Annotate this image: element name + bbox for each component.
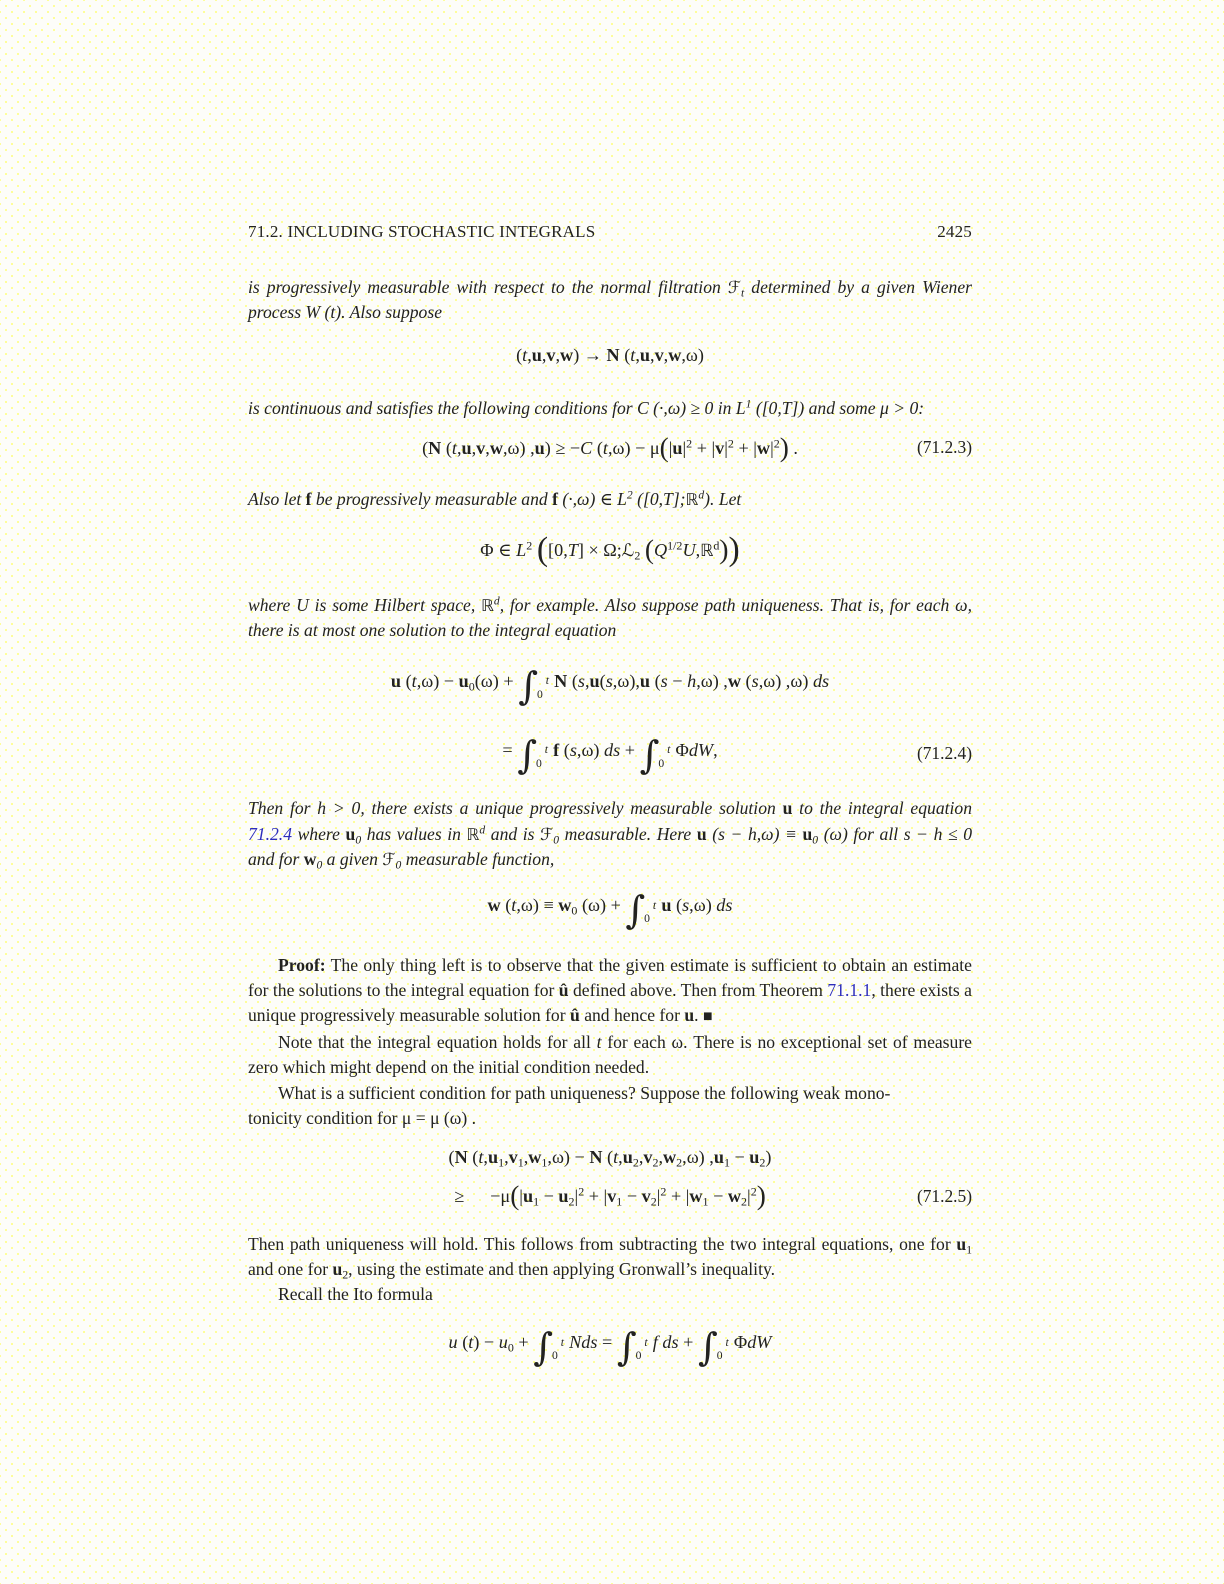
display-equation-71-2-5 [248, 1177, 972, 1217]
paragraph-note: Note that the integral equation holds for all t for each ω. There is no exceptional set of measure zero which might depend on the initial condition needed. [248, 1031, 972, 1078]
display-equation-ito-formula [248, 1319, 972, 1375]
display-equation-monotonicity-line1 [248, 1143, 972, 1173]
display-equation-phi-space [248, 528, 972, 574]
paragraph-measurable-f: Also let f be progressively measurable and f (·,ω) ∈ $L^2$ ([0,T];ℝ$^d$). Let [248, 488, 742, 510]
paragraph-filtration: is progressively measurable with respect to the normal filtration ℱ$_t$ determined by a given Wiener process W (t). Also suppose [248, 277, 972, 323]
display-equation-integral-line1 [248, 656, 972, 714]
paragraph-recall-ito: Recall the Ito formula [278, 1284, 433, 1305]
paragraph-path-uniqueness-question: What is a sufficient condition for path uniqueness? Suppose the following weak mono- tonicity condition for μ = μ (ω) . [248, 1082, 891, 1129]
equation-body: (N (t,u,v,w,ω) ,u) ≥ −C $(t,\omega) - \mu(|u|^2 + |v|^2 + |w|^2)$ . [422, 432, 798, 463]
paragraph-theorem-conclusion: Then for h > 0, there exists a unique progressively measurable solution u to the integral equation 71.2.4 where $u_0$ has values in ℝ$^d$ and is ℱ$_0$ measurable. Here u $(s - h,\omega) \equiv u_0$ (ω) for all s − h ≤ 0 and for $w_0$ a given ℱ$_0$ measurable function, [248, 798, 973, 872]
equation-number: (71.2.3) [916, 437, 972, 458]
running-header [248, 222, 972, 242]
paragraph-gronwall: Then path uniqueness will hold. This follows from subtracting the two integral equations, one for $u_1$ and one for $u_2$, using the estimate and then applying Gronwall’s inequality. [248, 1233, 972, 1282]
page-content [248, 222, 972, 1375]
qed-square: ■ [702, 1008, 713, 1026]
running-header-section-title: 71.2. INCLUDING STOCHASTIC INTEGRALS [248, 222, 596, 241]
equation-body: ≥ $-\mu(|u_1 - u_2|^2 + |v_1 - v_2|^2 + |w_1 - w_2|^2)$ [454, 1180, 766, 1211]
equation-body: = ∫ t 0 f (s,ω) ds + ∫ t 0 ΦdW, [502, 733, 718, 778]
equation-body: w $(t,\omega) \equiv w_0$ (ω) + ∫ t 0 u (s,ω) ds [487, 889, 733, 934]
equation-body: (t,u,v,w) → N (t,u,v,w,ω) [516, 345, 704, 366]
display-equation-map [248, 343, 972, 369]
paragraph-hilbert-space: where U is some Hilbert space, ℝ$^d$, for example. Also suppose path uniqueness. That is, for each ω, there is at most one solution to the integral equation [248, 594, 972, 641]
equation-body: u $(t,\omega) - u_0(\omega)$ + ∫ t 0 N (s,u(s,ω),u (s − h,ω) ,w (s,ω) ,ω) ds [390, 664, 830, 709]
equation-body: u $(t) - u_0$ + ∫ t 0 Nds = ∫ t 0 f ds + ∫ t 0 ΦdW [448, 1326, 772, 1371]
equation-number: (71.2.5) [916, 1185, 972, 1206]
paragraph-proof: Proof: The only thing left is to observe that the given estimate is sufficient to obtain an estimate for the solutions to the integral equation for û defined above. Then from Theorem 71.1.1, there exists a unique progressively measurable solution for û and hence for u. ■ [248, 954, 972, 1026]
running-header-page-number: 2425 [937, 222, 972, 241]
display-equation-71-2-3 [248, 428, 972, 468]
display-equation-71-2-4 [248, 725, 972, 783]
equation-number: (71.2.4) [916, 743, 972, 764]
paragraph-continuity-condition: is continuous and satisfies the following conditions for C (·,ω) ≥ 0 in $L^1$ ([0,T]) and some μ > 0: [248, 397, 925, 418]
equation-body: Φ ∈ $L^2$ ([0,T] × Ω;ℒ$_2$ $(Q^{1/2}U,ℝ^d)$) [480, 530, 740, 568]
display-equation-w-definition [248, 882, 972, 938]
cross-reference-link[interactable]: 71.1.1 [827, 980, 872, 1001]
cross-reference-link[interactable]: 71.2.4 [248, 823, 292, 844]
equation-body: (N $(t,u_1,v_1,w_1,\omega) - N$ $(t,u_2,v_2,w_2,\omega) ,u_1 - u_2$) [448, 1147, 772, 1170]
